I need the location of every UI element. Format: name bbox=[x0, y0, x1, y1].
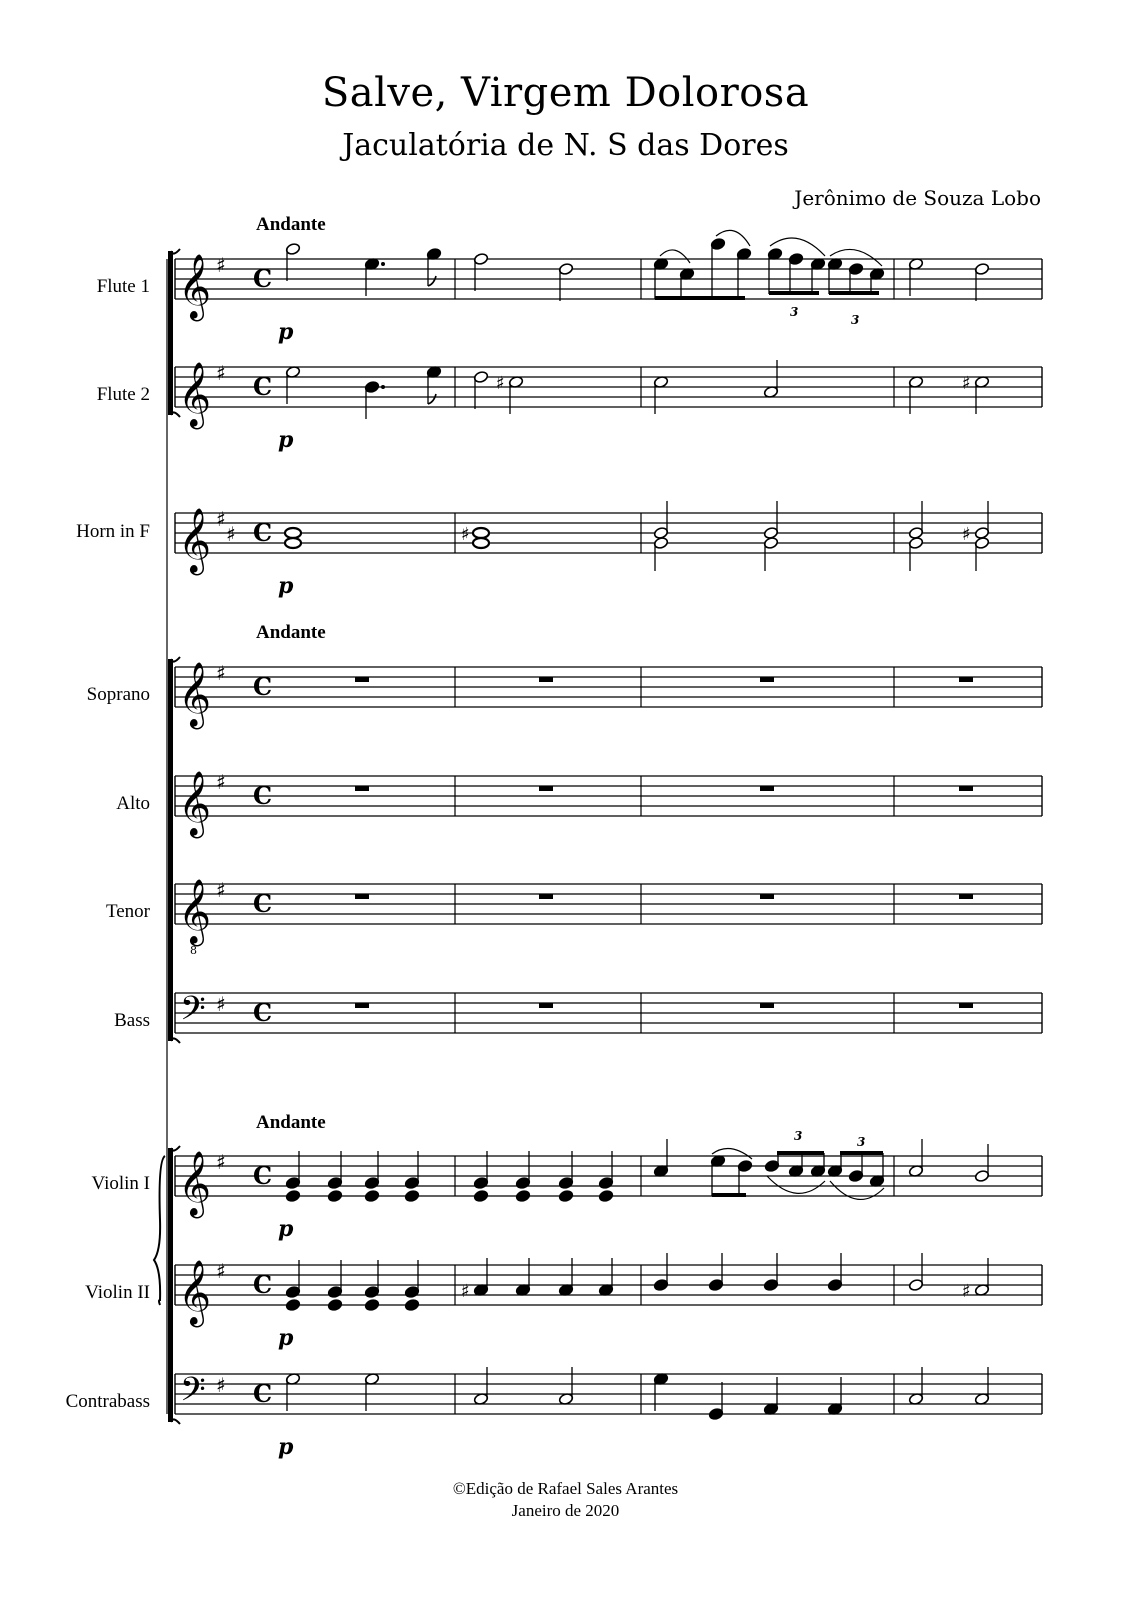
treble-clef-icon: 𝄞 bbox=[178, 1260, 212, 1325]
sharp-icon: ♯ bbox=[216, 1259, 226, 1283]
tuplet-label: 3 bbox=[857, 1135, 866, 1149]
bracket-flutes bbox=[168, 251, 173, 415]
common-time-icon: C bbox=[253, 781, 273, 810]
treble-clef-icon: 𝄞 bbox=[178, 508, 212, 573]
whole-rest-icon bbox=[355, 786, 369, 791]
whole-note bbox=[473, 538, 489, 548]
whole-rest-icon bbox=[760, 786, 774, 791]
instrument-label-flute-2: Flute 2 bbox=[96, 384, 150, 405]
dynamic-piano-mark: p bbox=[278, 427, 294, 453]
whole-rest-icon bbox=[355, 677, 369, 682]
sharp-icon: ♯ bbox=[216, 361, 226, 385]
whole-rest-icon bbox=[539, 1003, 553, 1008]
whole-rest-icon bbox=[959, 677, 973, 682]
common-time-icon: C bbox=[253, 672, 273, 701]
whole-rest-icon bbox=[355, 1003, 369, 1008]
composer-name: Jerônimo de Souza Lobo bbox=[794, 186, 1041, 210]
tuplet-label: 3 bbox=[851, 313, 860, 327]
instrument-label-flute-1: Flute 1 bbox=[96, 276, 150, 297]
beam bbox=[829, 291, 879, 295]
note-head bbox=[515, 1189, 530, 1202]
beam bbox=[769, 291, 819, 295]
whole-rest-icon bbox=[539, 786, 553, 791]
note-head bbox=[364, 1298, 379, 1311]
treble-clef-icon: 𝄞 bbox=[178, 879, 212, 944]
tempo-mark-winds: Andante bbox=[256, 214, 326, 235]
sharp-icon: ♯ bbox=[216, 992, 226, 1016]
whole-rest-icon bbox=[355, 894, 369, 899]
note-head bbox=[598, 1189, 613, 1202]
accidental-sharp-icon: ♯ bbox=[962, 373, 971, 394]
sharp-icon: ♯ bbox=[216, 661, 226, 685]
bracket-strings bbox=[168, 1148, 173, 1422]
bracket-choir bbox=[168, 659, 173, 1041]
staff-4 bbox=[175, 667, 1042, 707]
staff-5 bbox=[175, 776, 1042, 816]
octave-8-icon: 8 bbox=[190, 944, 197, 957]
dynamic-piano-mark: p bbox=[278, 1434, 294, 1460]
whole-rest-icon bbox=[539, 677, 553, 682]
instrument-label-alto: Alto bbox=[116, 793, 150, 814]
accidental-sharp-icon: ♯ bbox=[461, 524, 470, 545]
instrument-label-soprano: Soprano bbox=[86, 684, 150, 705]
eighth-flag bbox=[428, 276, 436, 286]
dynamic-piano-mark: p bbox=[278, 1216, 294, 1242]
sharp-icon: ♯ bbox=[216, 770, 226, 794]
treble-clef-icon: 𝄞 bbox=[178, 662, 212, 727]
whole-note bbox=[285, 528, 301, 538]
common-time-icon: C bbox=[253, 372, 273, 401]
staff-6 bbox=[175, 884, 1042, 924]
sharp-icon: ♯ bbox=[216, 1373, 226, 1397]
whole-rest-icon bbox=[760, 1003, 774, 1008]
whole-rest-icon bbox=[760, 677, 774, 682]
dynamic-piano-mark: p bbox=[278, 319, 294, 345]
accidental-sharp-icon: ♯ bbox=[962, 1281, 971, 1302]
score-subtitle: Jaculatória de N. S das Dores bbox=[342, 128, 789, 163]
sharp-icon: ♯ bbox=[226, 522, 236, 546]
staff-7 bbox=[175, 993, 1042, 1033]
whole-rest-icon bbox=[959, 1003, 973, 1008]
beam bbox=[777, 1151, 824, 1155]
tempo-mark-strings: Andante bbox=[256, 1112, 326, 1133]
note-head bbox=[285, 1189, 300, 1202]
tuplet-label: 3 bbox=[790, 305, 799, 319]
accidental-sharp-icon: ♯ bbox=[496, 373, 505, 394]
sharp-icon: ♯ bbox=[216, 1150, 226, 1174]
whole-rest-icon bbox=[959, 894, 973, 899]
instrument-label-contrabass: Contrabass bbox=[65, 1391, 150, 1412]
beam bbox=[655, 296, 745, 300]
instrument-label-bass: Bass bbox=[114, 1010, 150, 1031]
common-time-icon: C bbox=[253, 889, 273, 918]
score-title: Salve, Virgem Dolorosa bbox=[321, 70, 810, 116]
note-head bbox=[285, 1298, 300, 1311]
bass-clef-icon: 𝄢 bbox=[180, 1371, 206, 1417]
note-head bbox=[473, 1189, 488, 1202]
sharp-icon: ♯ bbox=[216, 253, 226, 277]
whole-note bbox=[473, 528, 489, 538]
instrument-label-horn: Horn in F bbox=[76, 521, 150, 542]
treble-clef-icon: 𝄞 bbox=[178, 254, 212, 319]
tempo-mark-choir: Andante bbox=[256, 622, 326, 643]
augmentation-dot bbox=[381, 262, 385, 266]
copyright-line: ©Edição de Rafael Sales Arantes bbox=[452, 1479, 679, 1498]
date-line: Janeiro de 2020 bbox=[511, 1501, 620, 1520]
sharp-icon: ♯ bbox=[216, 878, 226, 902]
note-head bbox=[364, 1189, 379, 1202]
treble-clef-icon: 𝄞 bbox=[178, 362, 212, 427]
whole-rest-icon bbox=[959, 786, 973, 791]
note-head bbox=[327, 1298, 342, 1311]
accidental-sharp-icon: ♯ bbox=[461, 1281, 470, 1302]
staff-10 bbox=[175, 1374, 1042, 1414]
bass-clef-icon: 𝄢 bbox=[180, 990, 206, 1036]
instrument-label-violin-1: Violin I bbox=[91, 1173, 150, 1194]
slur bbox=[767, 1176, 825, 1193]
note-head bbox=[327, 1189, 342, 1202]
note-head bbox=[558, 1189, 573, 1202]
common-time-icon: C bbox=[253, 1270, 273, 1299]
eighth-flag bbox=[428, 394, 436, 404]
whole-rest-icon bbox=[760, 894, 774, 899]
violin-brace bbox=[154, 1156, 165, 1305]
instrument-label-violin-2: Violin II bbox=[85, 1282, 150, 1303]
common-time-icon: C bbox=[253, 1379, 273, 1408]
treble-clef-icon: 𝄞 bbox=[178, 1151, 212, 1216]
sharp-icon: ♯ bbox=[216, 507, 226, 531]
common-time-icon: C bbox=[253, 998, 273, 1027]
beam bbox=[712, 1193, 746, 1197]
note-head bbox=[404, 1298, 419, 1311]
common-time-icon: C bbox=[253, 1161, 273, 1190]
dynamic-piano-mark: p bbox=[278, 573, 294, 599]
treble-clef-icon: 𝄞 bbox=[178, 771, 212, 836]
note-head bbox=[404, 1189, 419, 1202]
tuplet-label: 3 bbox=[794, 1129, 803, 1143]
common-time-icon: C bbox=[253, 264, 273, 293]
augmentation-dot bbox=[381, 385, 385, 389]
whole-rest-icon bbox=[539, 894, 553, 899]
accidental-sharp-icon: ♯ bbox=[962, 524, 971, 545]
instrument-label-tenor: Tenor bbox=[105, 901, 150, 922]
whole-note bbox=[285, 538, 301, 548]
common-time-icon: C bbox=[253, 518, 273, 547]
dynamic-piano-mark: p bbox=[278, 1325, 294, 1351]
beam bbox=[840, 1151, 883, 1155]
